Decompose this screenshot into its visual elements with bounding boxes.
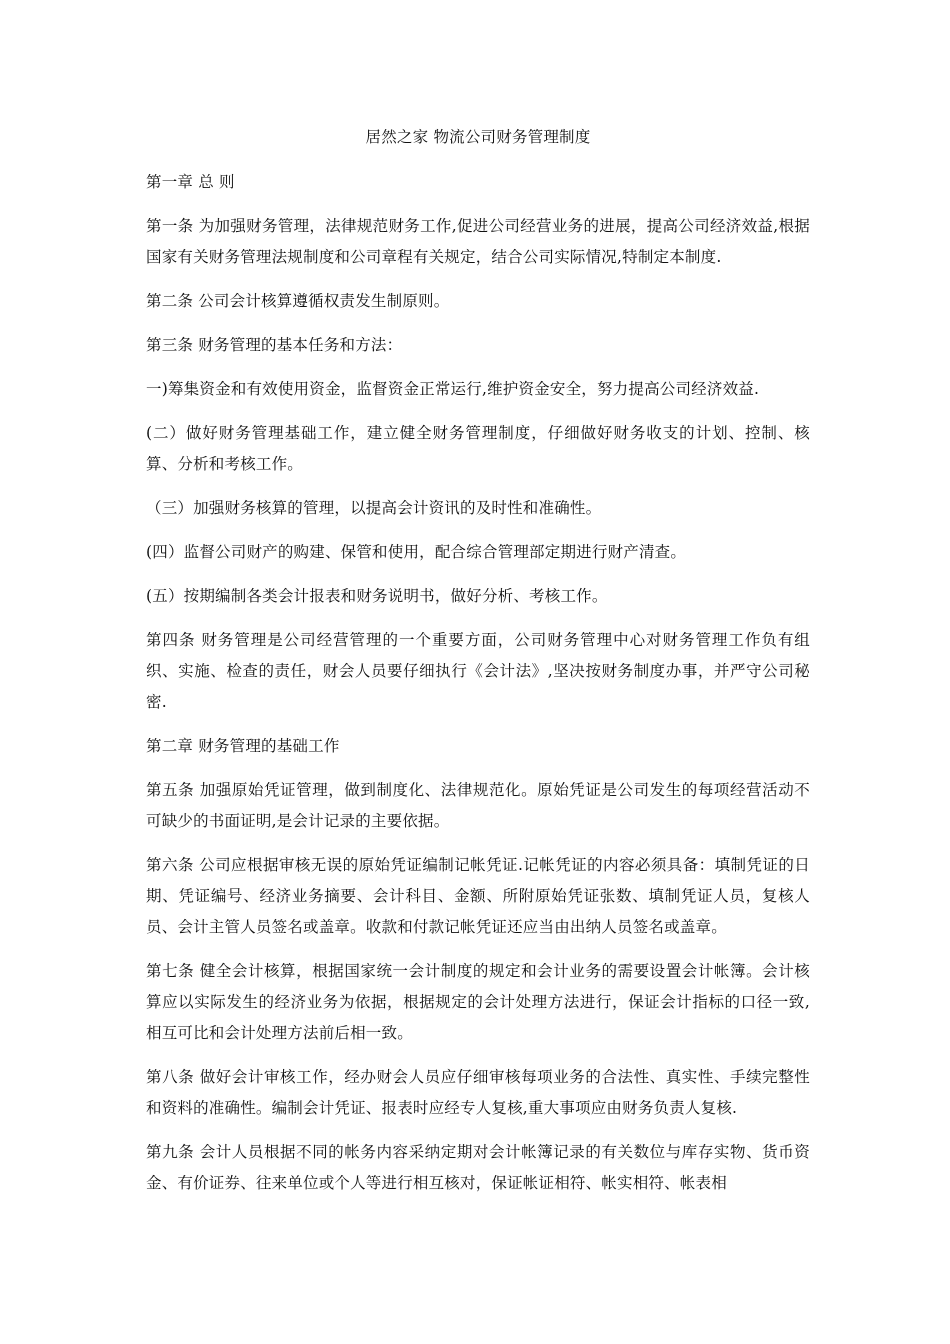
list-item-paragraph: 一)筹集资金和有效使用资金，监督资金正常运行,维护资金安全，努力提高公司经济效益. bbox=[146, 380, 760, 398]
article-paragraph: 第六条 公司应根据审核无误的原始凭证编制记帐凭证.记帐凭证的内容必须具备：填制凭证的日期、凭证编号、经济业务摘要、会计科目、金额、所附原始凭证张数、填制凭证人员，复核人员、会计主管人员签名或盖章。收款和付款记帐凭证还应当由出纳人员签名或盖章。 bbox=[146, 856, 810, 936]
document-title: 居然之家 物流公司财务管理制度 bbox=[365, 128, 591, 146]
list-item-paragraph: (四）监督公司财产的购建、保管和使用，配合综合管理部定期进行财产清查。 bbox=[146, 543, 687, 561]
article-paragraph: 第一条 为加强财务管理，法律规范财务工作,促进公司经营业务的进展，提高公司经济效益,根据国家有关财务管理法规制度和公司章程有关规定，结合公司实际情况,特制定本制度. bbox=[146, 217, 810, 266]
article-paragraph: 第三条 财务管理的基本任务和方法： bbox=[146, 336, 403, 354]
list-item-paragraph: (二）做好财务管理基础工作，建立健全财务管理制度，仔细做好财务收支的计划、控制、核算、分析和考核工作。 bbox=[146, 424, 810, 473]
document-body bbox=[146, 122, 810, 1212]
article-paragraph: 第五条 加强原始凭证管理，做到制度化、法律规范化。原始凭证是公司发生的每项经营活动不可缺少的书面证明,是会计记录的主要依据。 bbox=[146, 781, 810, 830]
list-item-paragraph: (五）按期编制各类会计报表和财务说明书，做好分析、考核工作。 bbox=[146, 587, 608, 605]
article-paragraph: 第二条 公司会计核算遵循权责发生制原则。 bbox=[146, 292, 450, 310]
article-paragraph: 第七条 健全会计核算，根据国家统一会计制度的规定和会计业务的需要设置会计帐簿。会计核算应以实际发生的经济业务为依据，根据规定的会计处理方法进行，保证会计指标的口径一致,相互可比和会计处理方法前后相一致。 bbox=[146, 962, 810, 1042]
article-paragraph: 第四条 财务管理是公司经营管理的一个重要方面，公司财务管理中心对财务管理工作负有组织、实施、检查的责任，财会人员要仔细执行《会计法》,坚决按财务制度办事，并严守公司秘密. bbox=[146, 631, 810, 711]
chapter-heading: 第一章 总 则 bbox=[146, 173, 235, 191]
article-paragraph: 第九条 会计人员根据不同的帐务内容采纳定期对会计帐簿记录的有关数位与库存实物、货币资金、有价证券、往来单位或个人等进行相互核对，保证帐证相符、帐实相符、帐表相 bbox=[146, 1143, 810, 1192]
article-paragraph: 第八条 做好会计审核工作，经办财会人员应仔细审核每项业务的合法性、真实性、手续完整性和资料的准确性。编制会计凭证、报表时应经专人复核,重大事项应由财务负责人复核. bbox=[146, 1068, 810, 1117]
list-item-paragraph: （三）加强财务核算的管理，以提高会计资讯的及时性和准确性。 bbox=[146, 499, 602, 517]
chapter-heading: 第二章 财务管理的基础工作 bbox=[146, 737, 340, 755]
